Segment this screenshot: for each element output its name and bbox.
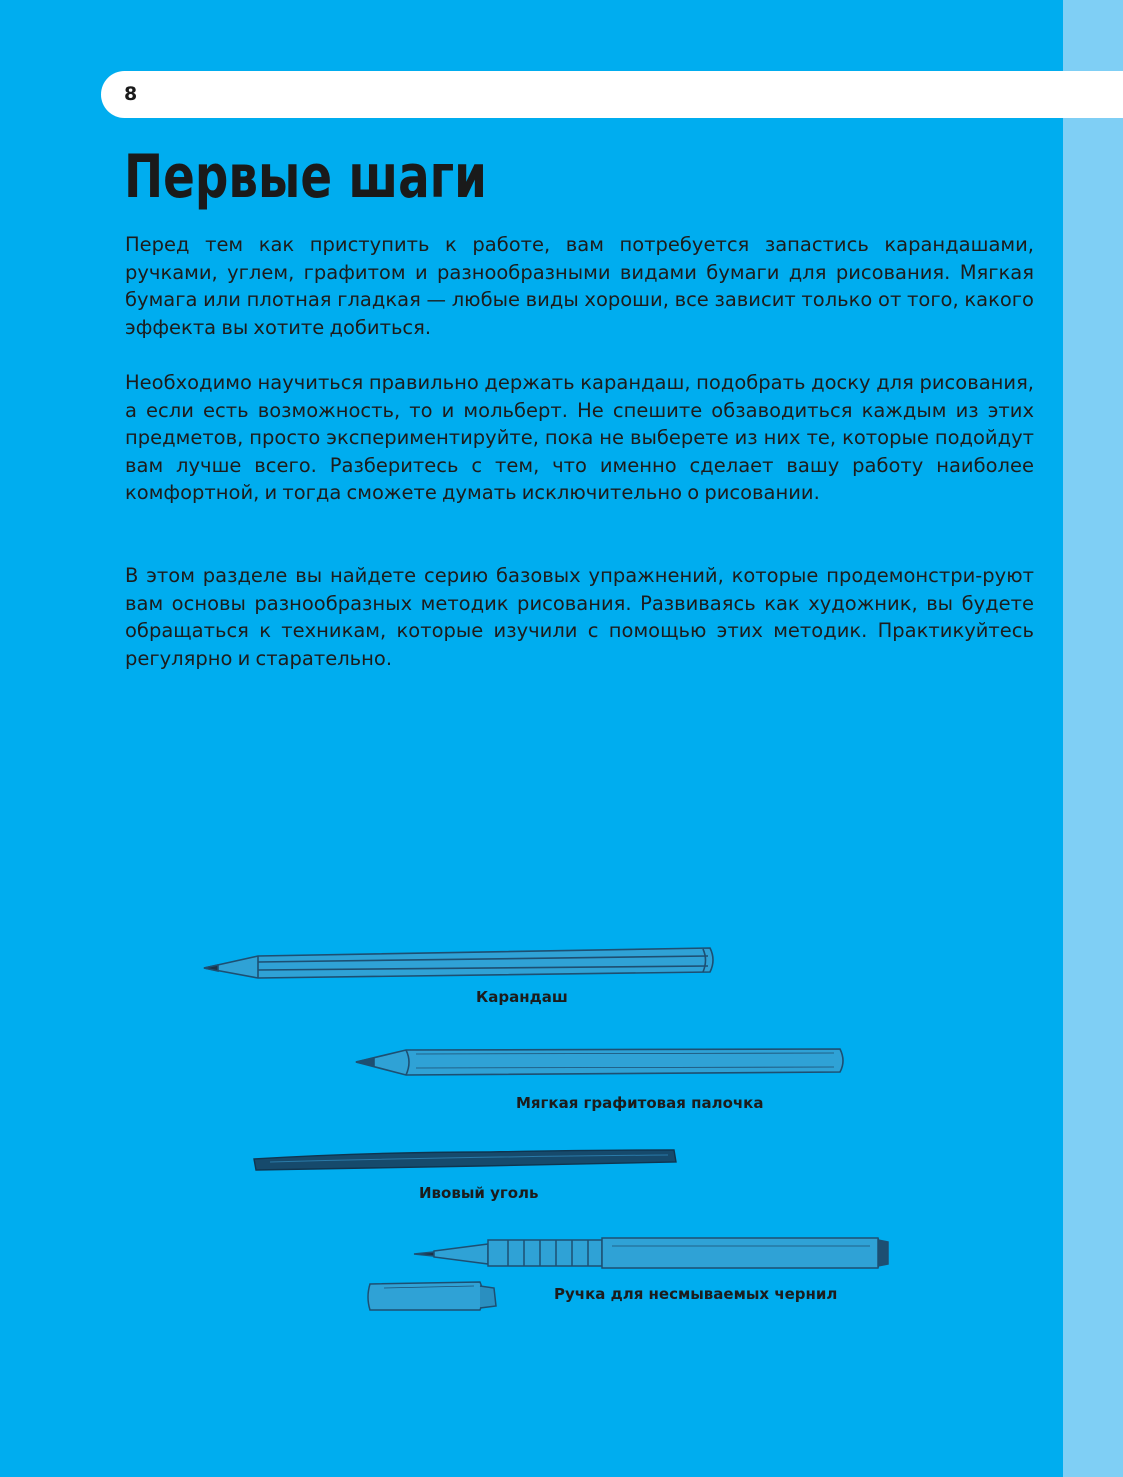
willow-charcoal-icon <box>250 1146 680 1174</box>
page-number: 8 <box>124 83 138 105</box>
pencil-icon <box>200 944 720 980</box>
ink-pen-icon <box>412 1234 894 1274</box>
paragraph-3: В этом разделе вы найдете серию базовых упражнений, которые продемонстри-руют вам основы разнообразных методик рисования. Развиваясь как художник, вы будете обращаться к техникам, которые изучили с помощью этих методик. Практикуйтесь регулярно и старательно. <box>125 564 1034 670</box>
side-strip <box>1063 0 1123 1477</box>
caption-pencil: Карандаш <box>476 988 568 1006</box>
caption-ink-pen: Ручка для несмываемых чернил <box>554 1285 838 1303</box>
page-title: Первые шаги <box>124 142 487 212</box>
caption-willow-charcoal: Ивовый уголь <box>419 1184 539 1202</box>
caption-graphite-stick: Мягкая графитовая палочка <box>516 1094 764 1112</box>
paragraph-2: Необходимо научиться правильно держать карандаш, подобрать доску для рисования, а если есть возможность, то и мольберт. Не спешите обзаводиться каждым из этих предметов, просто экспериментируйте, пока не выберете из них те, которые подойдут вам лучше всего. Разберитесь с тем, что именно сделает вашу работу наиболее комфортной, и тогда сможете думать исключительно о рисовании. <box>125 371 1034 505</box>
page-header-bar <box>101 71 1123 118</box>
graphite-stick-icon <box>354 1046 848 1078</box>
paragraph-1: Перед тем как приступить к работе, вам потребуется запастись карандашами, ручками, углем, графитом и разнообразными видами бумаги для рисования. Мягкая бумага или плотная гладкая — любые виды хороши, все зависит только от того, какого эффекта вы хотите добиться. <box>125 233 1034 339</box>
pen-cap-icon <box>364 1278 500 1316</box>
